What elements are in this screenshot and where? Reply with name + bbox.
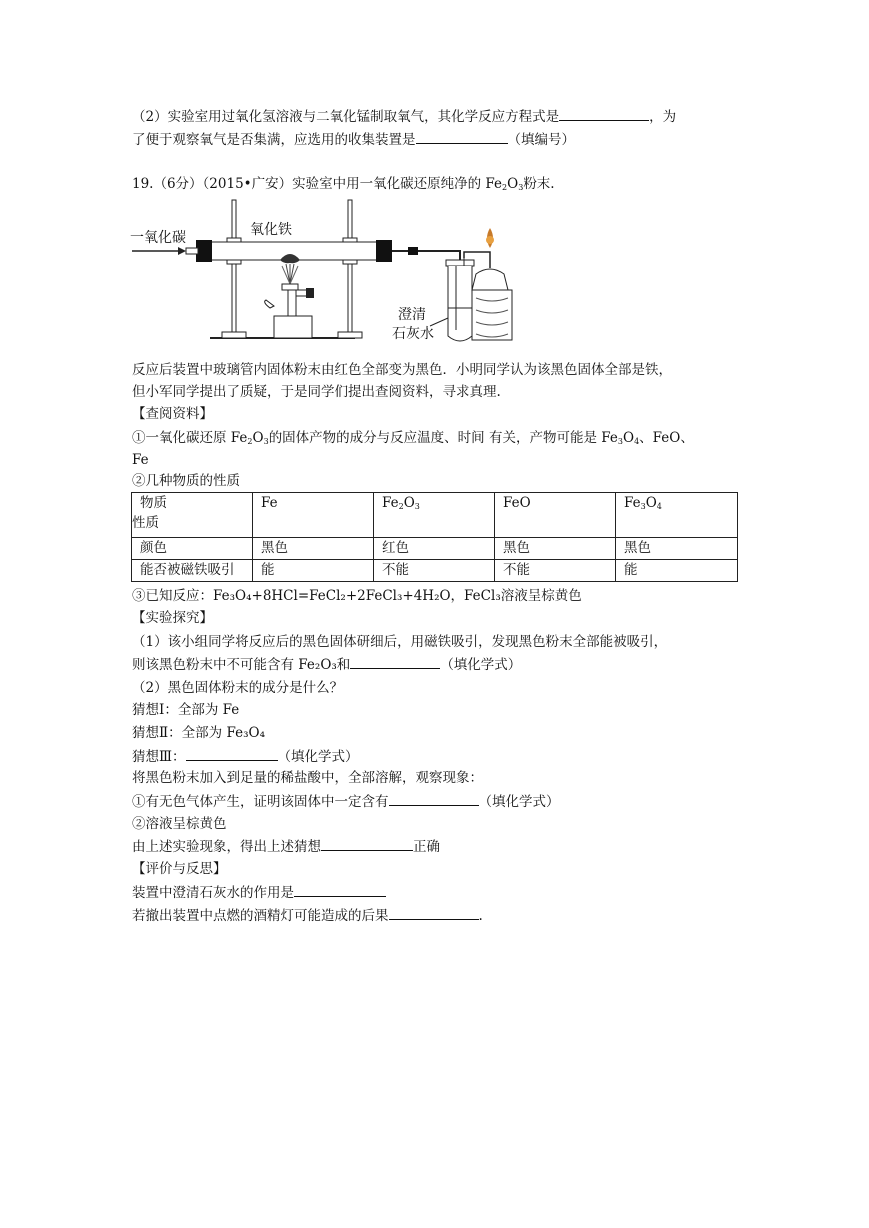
lamp-head: [282, 284, 298, 290]
guess1: 猜想Ⅰ：全部为 Fe: [132, 702, 240, 718]
table-header-cell: $Fe_3O_4$: [616, 493, 738, 538]
table-cell: 不能: [374, 560, 495, 582]
label-co: 一氧化碳: [130, 230, 186, 246]
lamp-handle: [265, 300, 274, 308]
observation2: ②溶液呈棕黄色: [132, 816, 227, 832]
table-header-cell: Fe: [253, 493, 374, 538]
left-stand-rod: [232, 200, 236, 334]
label-limewater-1: 澄清: [398, 307, 426, 323]
para1-line2: 但小军同学提出了质疑，于是同学们提出查阅资料，寻求真理.: [132, 384, 501, 400]
right-stand-base: [338, 332, 362, 338]
q19-header-text: 19.（6分）（2015•广安）实验室中用一氧化碳还原纯净的 Fe: [132, 176, 503, 192]
eval2-text: 若撤出装置中点燃的酒精灯可能造成的后果: [132, 908, 389, 924]
table-cell: 黑色: [616, 538, 738, 560]
table-header-row: [132, 493, 738, 538]
properties-table: [131, 492, 738, 582]
q19-header: [132, 174, 555, 194]
fact1-text: 的固体产物的成分与反应温度、时间 有关，产物可能是 Fe: [268, 430, 618, 446]
table-cell: 黑色: [253, 538, 374, 560]
conclusion-text: 由上述实验现象，得出上述猜想: [132, 839, 321, 855]
procedure: 将黑色粉末加入到足量的稀盐酸中，全部溶解，观察现象：: [132, 770, 483, 786]
guess3-text: （填化学式）: [277, 749, 359, 765]
q18-part2-text: （填编号）: [507, 132, 575, 148]
guess3: [132, 746, 359, 767]
label-fe2o3: 氧化铁: [250, 222, 292, 238]
guess3-text: 猜想Ⅲ：: [132, 749, 186, 765]
answer-blank[interactable]: [350, 654, 440, 669]
explore1-line1: （1）该小组同学将反应后的黑色固体研细后，用磁铁吸引，发现黑色粉末全部能被吸引，: [132, 634, 668, 650]
lamp-knob-end: [306, 288, 314, 298]
answer-blank[interactable]: [321, 836, 413, 851]
guess2: 猜想Ⅱ：全部为 Fe₃O₄: [132, 725, 265, 741]
tube-stopper: [446, 260, 474, 266]
subscript: 2: [502, 183, 508, 192]
answer-blank[interactable]: [389, 791, 479, 806]
table-cell: 不能: [495, 560, 616, 582]
eval2-text: .: [478, 908, 483, 924]
subscript: 2: [247, 437, 253, 446]
table-row: [132, 538, 738, 560]
table-header-cell: [132, 493, 253, 538]
answer-blank[interactable]: [389, 905, 479, 920]
q18-part2-text: ，为: [649, 109, 677, 125]
explore2: （2）黑色固体粉末的成分是什么？: [132, 680, 344, 696]
q18-part2-line2: [132, 129, 575, 150]
table-header-cell: $Fe_2O_3$: [374, 493, 495, 538]
flame-core: [486, 236, 494, 244]
rubber-joint: [408, 247, 418, 255]
answer-blank[interactable]: [416, 129, 508, 144]
conclusion: [132, 836, 440, 857]
subscript: 4: [634, 437, 640, 446]
fact1-text: O: [622, 430, 635, 446]
answer-blank[interactable]: [559, 106, 649, 121]
q19-header-text: O: [507, 176, 519, 192]
subscript: 3: [263, 437, 269, 446]
q18-part2-line1: [132, 106, 676, 127]
q19-header-text: 粉末.: [523, 176, 555, 192]
table-cell: 颜色: [132, 538, 253, 560]
table-cell: 能: [253, 560, 374, 582]
para1-line1: 反应后装置中玻璃管内固体粉末由红色全部变为黑色．小明同学认为该黑色固体全部是铁，: [132, 362, 672, 378]
label-leader-line: [430, 318, 448, 326]
arrow-head: [178, 247, 186, 255]
fact1-text: O: [252, 430, 264, 446]
right-stopper: [376, 240, 392, 262]
lamp-base: [274, 316, 312, 338]
eval1-text: 装置中澄清石灰水的作用是: [132, 885, 294, 901]
section-lookup: 【查阅资料】: [132, 406, 213, 422]
table-cell: 能否被磁铁吸引: [132, 560, 253, 582]
answer-blank[interactable]: [186, 746, 278, 761]
table-row: [132, 560, 738, 582]
section-explore: 【实验探究】: [132, 610, 213, 626]
fact1-text: 、FeO、: [639, 430, 694, 446]
eval2: [132, 905, 483, 926]
table-cell: 能: [616, 560, 738, 582]
obs1-text: （填化学式）: [478, 794, 560, 810]
subscript: 3: [617, 437, 623, 446]
explore1-text: 则该黑色粉末中不可能含有 Fe₂O₃和: [132, 657, 351, 673]
q18-part2-text: （2）实验室用过氧化氢溶液与二氧化锰制取氧气，其化学反应方程式是: [132, 109, 560, 125]
eval1: [132, 882, 386, 903]
table-cell: 黑色: [495, 538, 616, 560]
fact3: ③已知反应：Fe₃O₄+8HCl=FeCl₂+2FeCl₃+4H₂O，FeCl₃溶液呈棕黄色: [132, 588, 582, 604]
fact1-line1: [132, 428, 694, 448]
table-cell: 红色: [374, 538, 495, 560]
test-tube: [448, 266, 472, 341]
q18-part2-text: 了便于观察氧气是否集满，应选用的收集装置是: [132, 132, 416, 148]
fact1-line2: Fe: [132, 452, 149, 468]
apparatus-figure: [130, 198, 530, 346]
conclusion-text: 正确: [413, 839, 440, 855]
section-eval: 【评价与反思】: [132, 861, 227, 877]
wooden-block: [472, 290, 512, 340]
right-stand-rod: [348, 200, 352, 334]
inlet-tube: [186, 248, 198, 254]
explore1-text: （填化学式）: [440, 657, 522, 673]
explore1-line2: [132, 654, 521, 675]
subscript: 3: [518, 183, 524, 192]
header-property: 性质: [132, 515, 159, 531]
fact1-text: ①一氧化碳还原 Fe: [132, 430, 248, 446]
table-header-cell: FeO: [495, 493, 616, 538]
answer-blank[interactable]: [294, 882, 386, 897]
obs1-text: ①有无色气体产生，证明该固体中一定含有: [132, 794, 389, 810]
left-stand-base: [222, 332, 246, 338]
label-limewater-2: 石灰水: [392, 326, 434, 342]
observation1: [132, 791, 560, 812]
burner-lamp-top: [472, 269, 508, 290]
header-substance: 物质: [140, 495, 167, 511]
fact2: ②几种物质的性质: [132, 473, 240, 489]
